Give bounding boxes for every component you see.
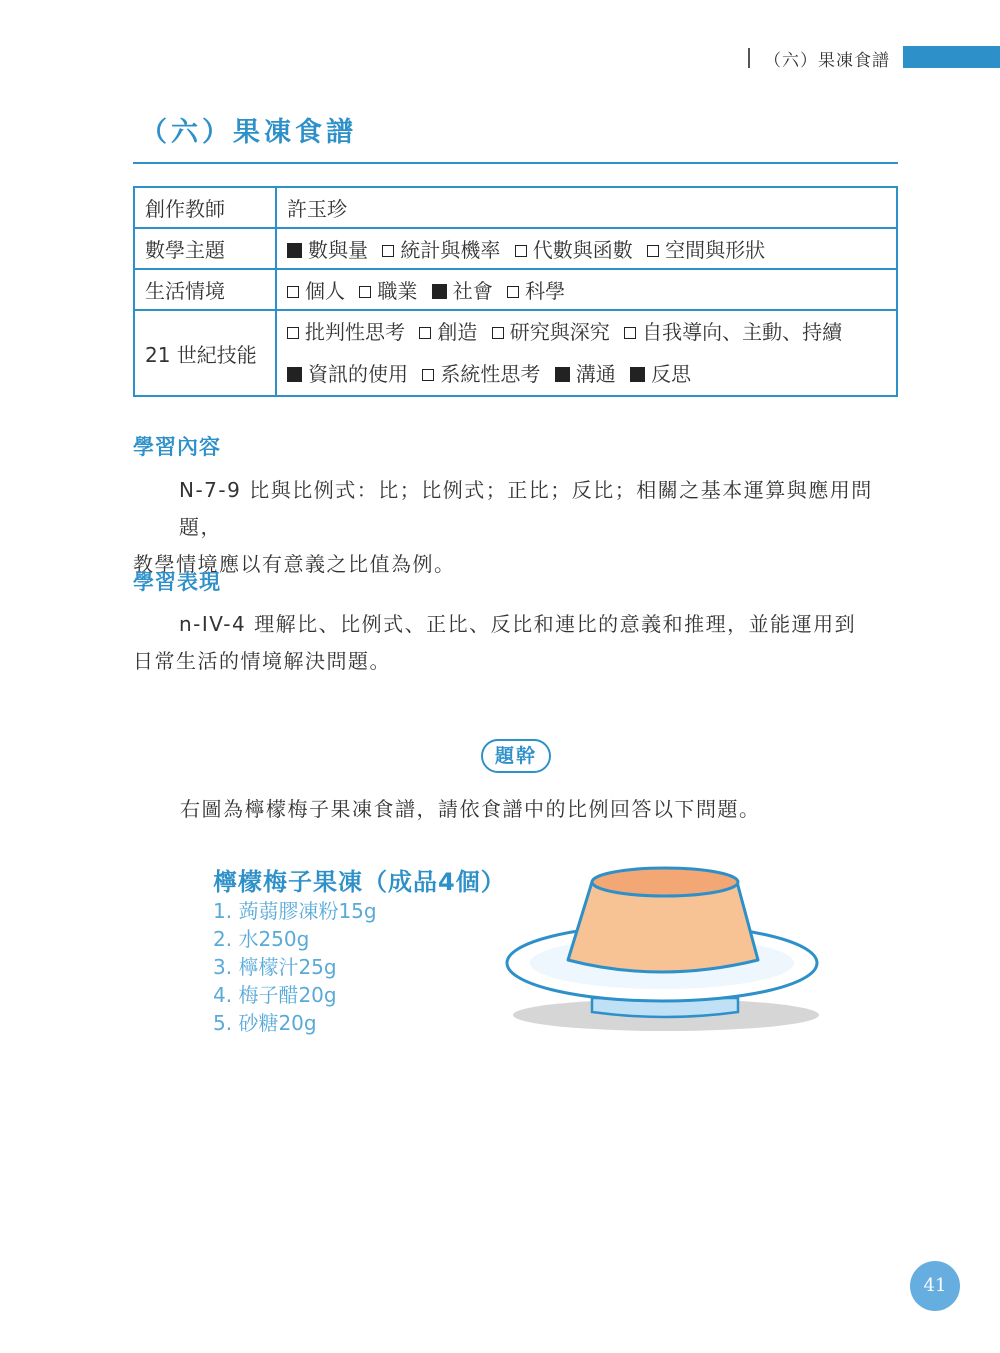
skills-label: 21 世紀技能: [134, 310, 276, 396]
running-header-title: （六）果凍食譜: [764, 50, 890, 71]
checkbox-option: 創造: [419, 320, 477, 344]
recipe-list: [213, 897, 377, 1037]
checkbox-icon: [630, 367, 645, 382]
table-row-math-topic: [134, 228, 897, 269]
learning-content-text: [133, 472, 898, 583]
table-row-life-context: [134, 269, 897, 310]
checkbox-icon: [432, 284, 447, 299]
recipe-item: 5. 砂糖20g: [213, 1011, 317, 1035]
life-context-options: [276, 269, 897, 310]
checkbox-icon: [359, 286, 371, 298]
info-table: [133, 186, 898, 397]
skills-line-1: [287, 311, 886, 353]
checkbox-icon: [287, 327, 299, 339]
table-row-skills: [134, 310, 897, 396]
page-number: 41: [910, 1261, 960, 1311]
teacher-label: 創作教師: [134, 187, 276, 228]
recipe-title: 檸檬梅子果凍（成品4個）: [213, 868, 506, 896]
checkbox-icon: [287, 243, 302, 258]
stem-question: 右圖為檸檬梅子果凍食譜，請依食譜中的比例回答以下問題。: [180, 797, 761, 821]
jelly-top: [592, 868, 738, 896]
recipe-item: 1. 蒟蒻膠凍粉15g: [213, 899, 377, 923]
checkbox-option: 統計與機率: [382, 238, 500, 262]
learning-performance-heading: 學習表現: [133, 570, 221, 594]
learning-content-line-1: N-7-9 比與比例式：比；比例式；正比；反比；相關之基本運算與應用問題，: [179, 478, 873, 539]
running-header: [748, 46, 890, 70]
checkbox-option: 系統性思考: [422, 362, 540, 386]
checkbox-option: 個人: [287, 279, 345, 303]
checkbox-icon: [492, 327, 504, 339]
checkbox-icon: [422, 369, 434, 381]
learning-performance-text: [133, 606, 898, 680]
header-divider: [748, 48, 750, 68]
checkbox-option: 批判性思考: [287, 320, 405, 344]
checkbox-icon: [507, 286, 519, 298]
math-topic-options: [276, 228, 897, 269]
checkbox-option: 空間與形狀: [647, 238, 765, 262]
checkbox-option: 數與量: [287, 238, 368, 262]
checkbox-icon: [515, 245, 527, 257]
checkbox-icon: [382, 245, 394, 257]
checkbox-option: 代數與函數: [515, 238, 633, 262]
stem-badge: 題幹: [481, 739, 551, 773]
recipe-item: 3. 檸檬汁25g: [213, 955, 337, 979]
learning-performance-line-2: 日常生活的情境解決問題。: [133, 649, 391, 673]
checkbox-option: 自我導向、主動、持續: [624, 320, 842, 344]
title-rule: [133, 162, 898, 164]
skills-options: [276, 310, 897, 396]
header-accent-bar: [903, 46, 1000, 68]
table-row-teacher: [134, 187, 897, 228]
checkbox-option: 職業: [359, 279, 417, 303]
learning-content-heading: 學習內容: [133, 435, 221, 459]
life-context-label: 生活情境: [134, 269, 276, 310]
recipe-item: 2. 水250g: [213, 927, 310, 951]
checkbox-option: 溝通: [555, 362, 616, 386]
checkbox-icon: [555, 367, 570, 382]
jelly-on-plate-illustration: [500, 860, 830, 1040]
checkbox-icon: [287, 367, 302, 382]
checkbox-icon: [624, 327, 636, 339]
checkbox-icon: [419, 327, 431, 339]
checkbox-icon: [647, 245, 659, 257]
recipe-item: 4. 梅子醋20g: [213, 983, 337, 1007]
checkbox-option: 科學: [507, 279, 565, 303]
checkbox-icon: [287, 286, 299, 298]
learning-performance-line-1: n-IV-4 理解比、比例式、正比、反比和連比的意義和推理，並能運用到: [179, 612, 857, 636]
teacher-value: 許玉珍: [276, 187, 897, 228]
checkbox-option: 社會: [432, 279, 493, 303]
math-topic-label: 數學主題: [134, 228, 276, 269]
learning-content-line-2: 教學情境應以有意義之比值為例。: [133, 552, 456, 576]
checkbox-option: 反思: [630, 362, 691, 386]
page-title: （六）果凍食譜: [140, 117, 357, 148]
checkbox-option: 資訊的使用: [287, 362, 408, 386]
skills-line-2: [287, 353, 886, 395]
checkbox-option: 研究與深究: [492, 320, 610, 344]
